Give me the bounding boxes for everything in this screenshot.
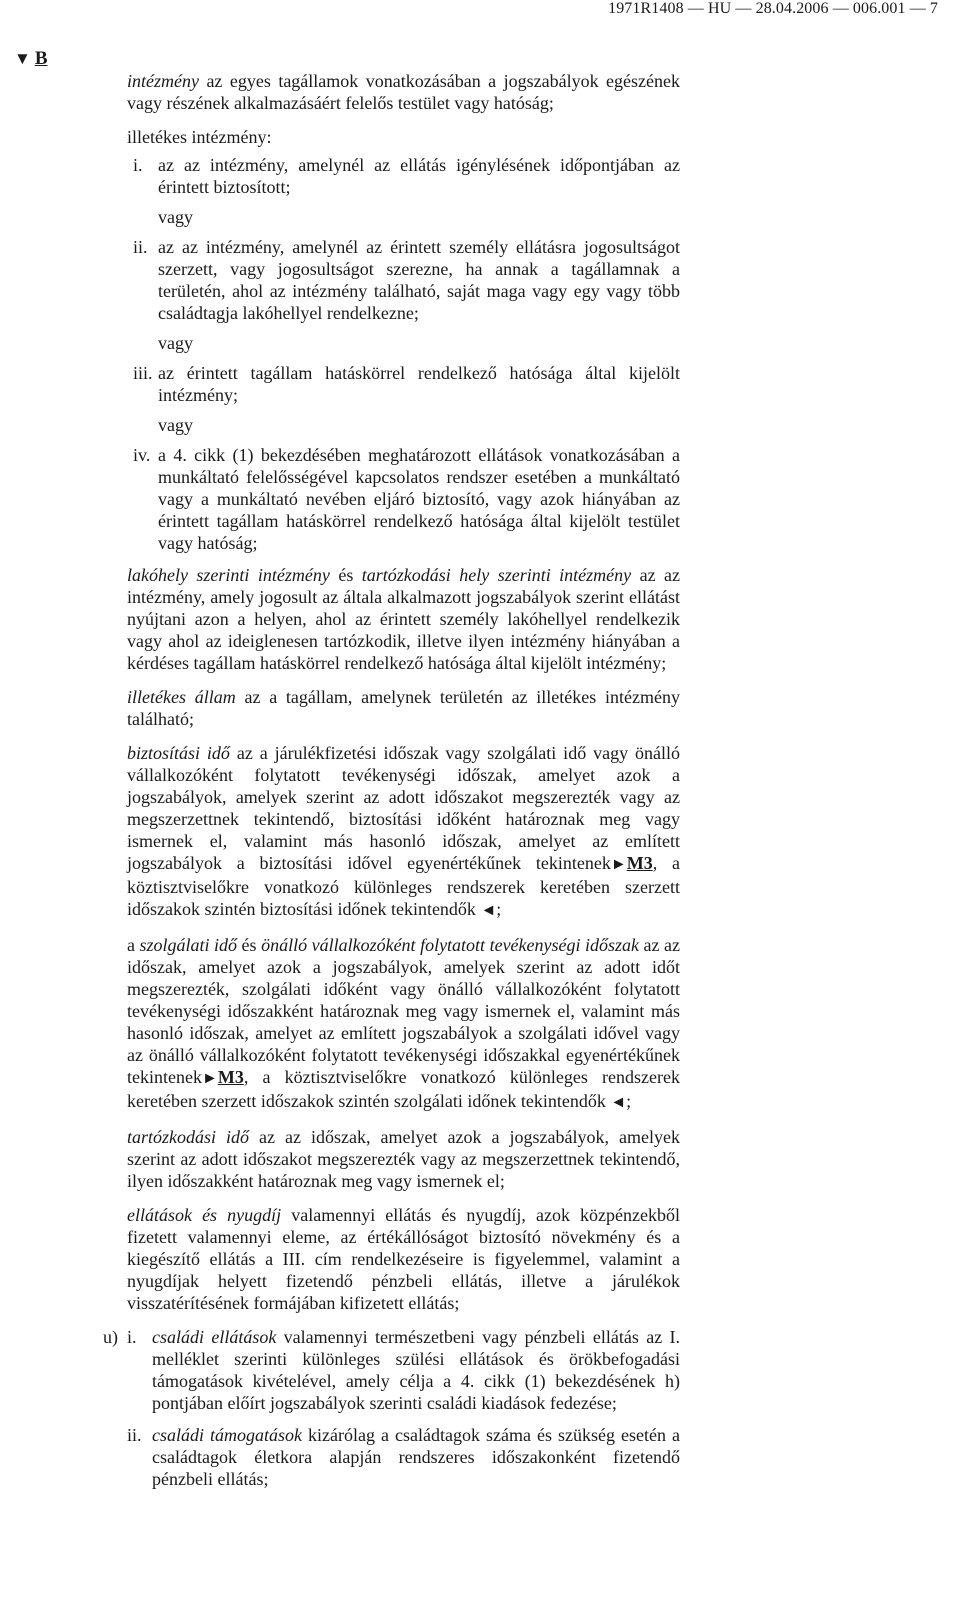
insertion-end-icon: ◄ bbox=[480, 902, 497, 919]
subitem-text: kizárólag a családtagok száma és szükség esetén a családtagok életkora alapján rendszeres időszakonként fizetendő pénzbeli ellátás; bbox=[152, 1425, 680, 1489]
definition-text: , a köztisztviselőkre vonatkozó különleges rendszerek keretében szerzett időszakok szintén biztosítási időnek tekintendők bbox=[127, 853, 680, 919]
definition-text: az az időszak, amelyet azok a jogszabályok, amelyek szerint az adott időt megszerezték, szolgálati időként vagy önálló vállalkozóként folytatott tevékenységi időszakként határoznak meg vagy ismernek el, valamint más hasonló időszak, amelyet az említett jogszabályok a szolgálati idővel vagy az önálló vállalkozóként folytatott tevékenységi időszakkal egyenértékűnek tekintenek bbox=[127, 935, 681, 1087]
item-label: u) bbox=[103, 1327, 118, 1347]
subitem-o-iv bbox=[0, 444, 680, 554]
subitem-text: az az intézmény, amelynél az érintett személy ellátásra jogosultságot szerzett, vagy jogosultságot szerezne, ha annak a tagállamnak a területén, ahol az intézmény található, saját maga vagy egy vagy több családtagja lakóhellyel rendelkezne; bbox=[158, 237, 680, 323]
definition-text: az az intézmény, amely jogosult az általa alkalmazott jogszabályok szerint ellátást nyújtani azon a helyen, ahol az érintett személy lakóhellyel rendelkezik vagy ahol az ideiglenesen tartózkodik, illetve ilyen intézmény hiányában a kérdéses tagállam hatáskörrel rendelkező hatósága által kijelölt intézmény; bbox=[127, 565, 681, 673]
definition-u-ii bbox=[0, 1424, 680, 1490]
insertion-end-icon: ◄ bbox=[610, 1094, 627, 1111]
subitem-o-ii bbox=[0, 236, 680, 324]
definition-text: illetékes intézmény: bbox=[127, 127, 272, 147]
subitem-label: i. bbox=[133, 155, 143, 175]
down-triangle-icon: ▼ bbox=[14, 49, 31, 68]
term: tartózkodási idő bbox=[127, 1127, 250, 1147]
definition-text: valamennyi ellátás és nyugdíj, azok közpénzekből fizetett valamennyi eleme, az értékállóságot biztosító növekmény és a kiegészítő ellátás a III. cím rendelkezéseire is figyelemmel, valamint a nyugdíjak helyett fizetendő pénzbeli ellátás, illetve a járulékok visszatérítésének formájában kifizetett ellátás; bbox=[127, 1205, 680, 1313]
insertion-start-icon: ► bbox=[610, 856, 627, 873]
marker-label: B bbox=[34, 48, 48, 69]
subitem-label: iv. bbox=[133, 445, 151, 465]
document-header: 1971R1408 — HU — 28.04.2006 — 006.001 — 7 bbox=[608, 0, 938, 17]
document-body bbox=[0, 70, 960, 1500]
definition-text: , a köztisztviselőkre vonatkozó különleges rendszerek keretében szerzett időszakok szintén szolgálati időnek tekintendők bbox=[127, 1067, 680, 1111]
subitem-o-i bbox=[0, 154, 680, 198]
definition-p bbox=[0, 564, 680, 674]
conjunction: vagy bbox=[158, 207, 193, 227]
definition-text: az egyes tagállamok vonatkozásában a jogszabályok egészének vagy részének alkalmazásáért felelős testület vagy hatóság; bbox=[127, 71, 680, 113]
subitem-text: az érintett tagállam hatáskörrel rendelkező hatósága által kijelölt intézmény; bbox=[158, 363, 680, 405]
subitem-label: ii. bbox=[127, 1425, 142, 1445]
definition-n bbox=[0, 70, 680, 114]
subitem-text: az az intézmény, amelynél az ellátás igénylésének időpontjában az érintett biztosított; bbox=[158, 155, 680, 197]
subitem-label: ii. bbox=[133, 237, 148, 257]
definition-t bbox=[0, 1204, 680, 1314]
definition-q bbox=[0, 686, 680, 730]
term: ellátások és nyugdíj bbox=[127, 1205, 282, 1225]
definition-r bbox=[0, 742, 680, 922]
subitem-o-iii bbox=[0, 362, 680, 406]
subitem-text: a 4. cikk (1) bekezdésében meghatározott ellátások vonatkozásában a munkáltató felelősségével kapcsolatos rendszer esetében a munkáltató vagy a munkáltató nevében eljáró biztosító, vagy azok hiányában az érintett tagállam hatáskörrel rendelkező hatósága által kijelölt testület vagy hatóság; bbox=[158, 445, 680, 553]
term: intézmény bbox=[127, 71, 199, 91]
conjunction: vagy bbox=[158, 415, 193, 435]
term: lakóhely szerinti intézmény bbox=[127, 565, 330, 585]
subitem-text: valamennyi természetbeni vagy pénzbeli ellátás az I. melléklet szerinti különleges szülési ellátások és örökbefogadási támogatások kivételével, amely célja a 4. cikk (1) bekezdésének h) pontjában előírt jogszabályok szerinti családi kiadások fedezése; bbox=[152, 1327, 681, 1413]
subitem-label: iii. bbox=[133, 363, 153, 383]
amendment-reference-link[interactable]: M3 bbox=[217, 1067, 244, 1087]
term: családi támogatások bbox=[152, 1425, 303, 1445]
definition-text: az a tagállam, amelynek területén az illetékes intézmény található; bbox=[127, 687, 680, 729]
term: illetékes állam bbox=[127, 687, 236, 707]
insertion-start-icon: ► bbox=[201, 1070, 218, 1087]
subitem-label: i. bbox=[127, 1327, 137, 1347]
term: tartózkodási hely szerinti intézmény bbox=[361, 565, 632, 585]
conjunction: vagy bbox=[158, 333, 193, 353]
definition-s bbox=[0, 934, 680, 1114]
definition-u-i bbox=[0, 1326, 680, 1414]
amendment-reference-link[interactable]: M3 bbox=[626, 853, 653, 873]
prefix: a bbox=[127, 935, 140, 955]
term: önálló vállalkozóként folytatott tevékenységi időszak bbox=[261, 935, 640, 955]
definition-text: az az időszak, amelyet azok a jogszabályok, amelyek szerint az adott időszakot megszerezték vagy az megszerzettnek tekintendő, ilyen időszakként határoznak meg vagy ismernek el; bbox=[127, 1127, 680, 1191]
term: szolgálati idő bbox=[139, 935, 238, 955]
definition-o bbox=[0, 126, 680, 148]
term: családi ellátások bbox=[152, 1327, 277, 1347]
punctuation: ; bbox=[626, 1091, 632, 1111]
conjunction: és bbox=[237, 935, 262, 955]
conjunction: és bbox=[329, 565, 362, 585]
punctuation: ; bbox=[496, 899, 502, 919]
amendment-marker bbox=[14, 48, 48, 70]
definition-text: az a járulékfizetési időszak vagy szolgálati idő vagy önálló vállalkozóként folytatott tevékenységi időszak, amelyet azok a jogszabályok, amelyek szerint az adott időszakot megszerezték vagy az megszerzettnek tekintendő, biztosítási időként határoznak meg vagy ismernek el, valamint más hasonló időszak, amelyet az említett jogszabályok a biztosítási idővel egyenértékűnek tekintenek bbox=[127, 743, 680, 873]
definition-sa bbox=[0, 1126, 680, 1192]
term: biztosítási idő bbox=[127, 743, 230, 763]
